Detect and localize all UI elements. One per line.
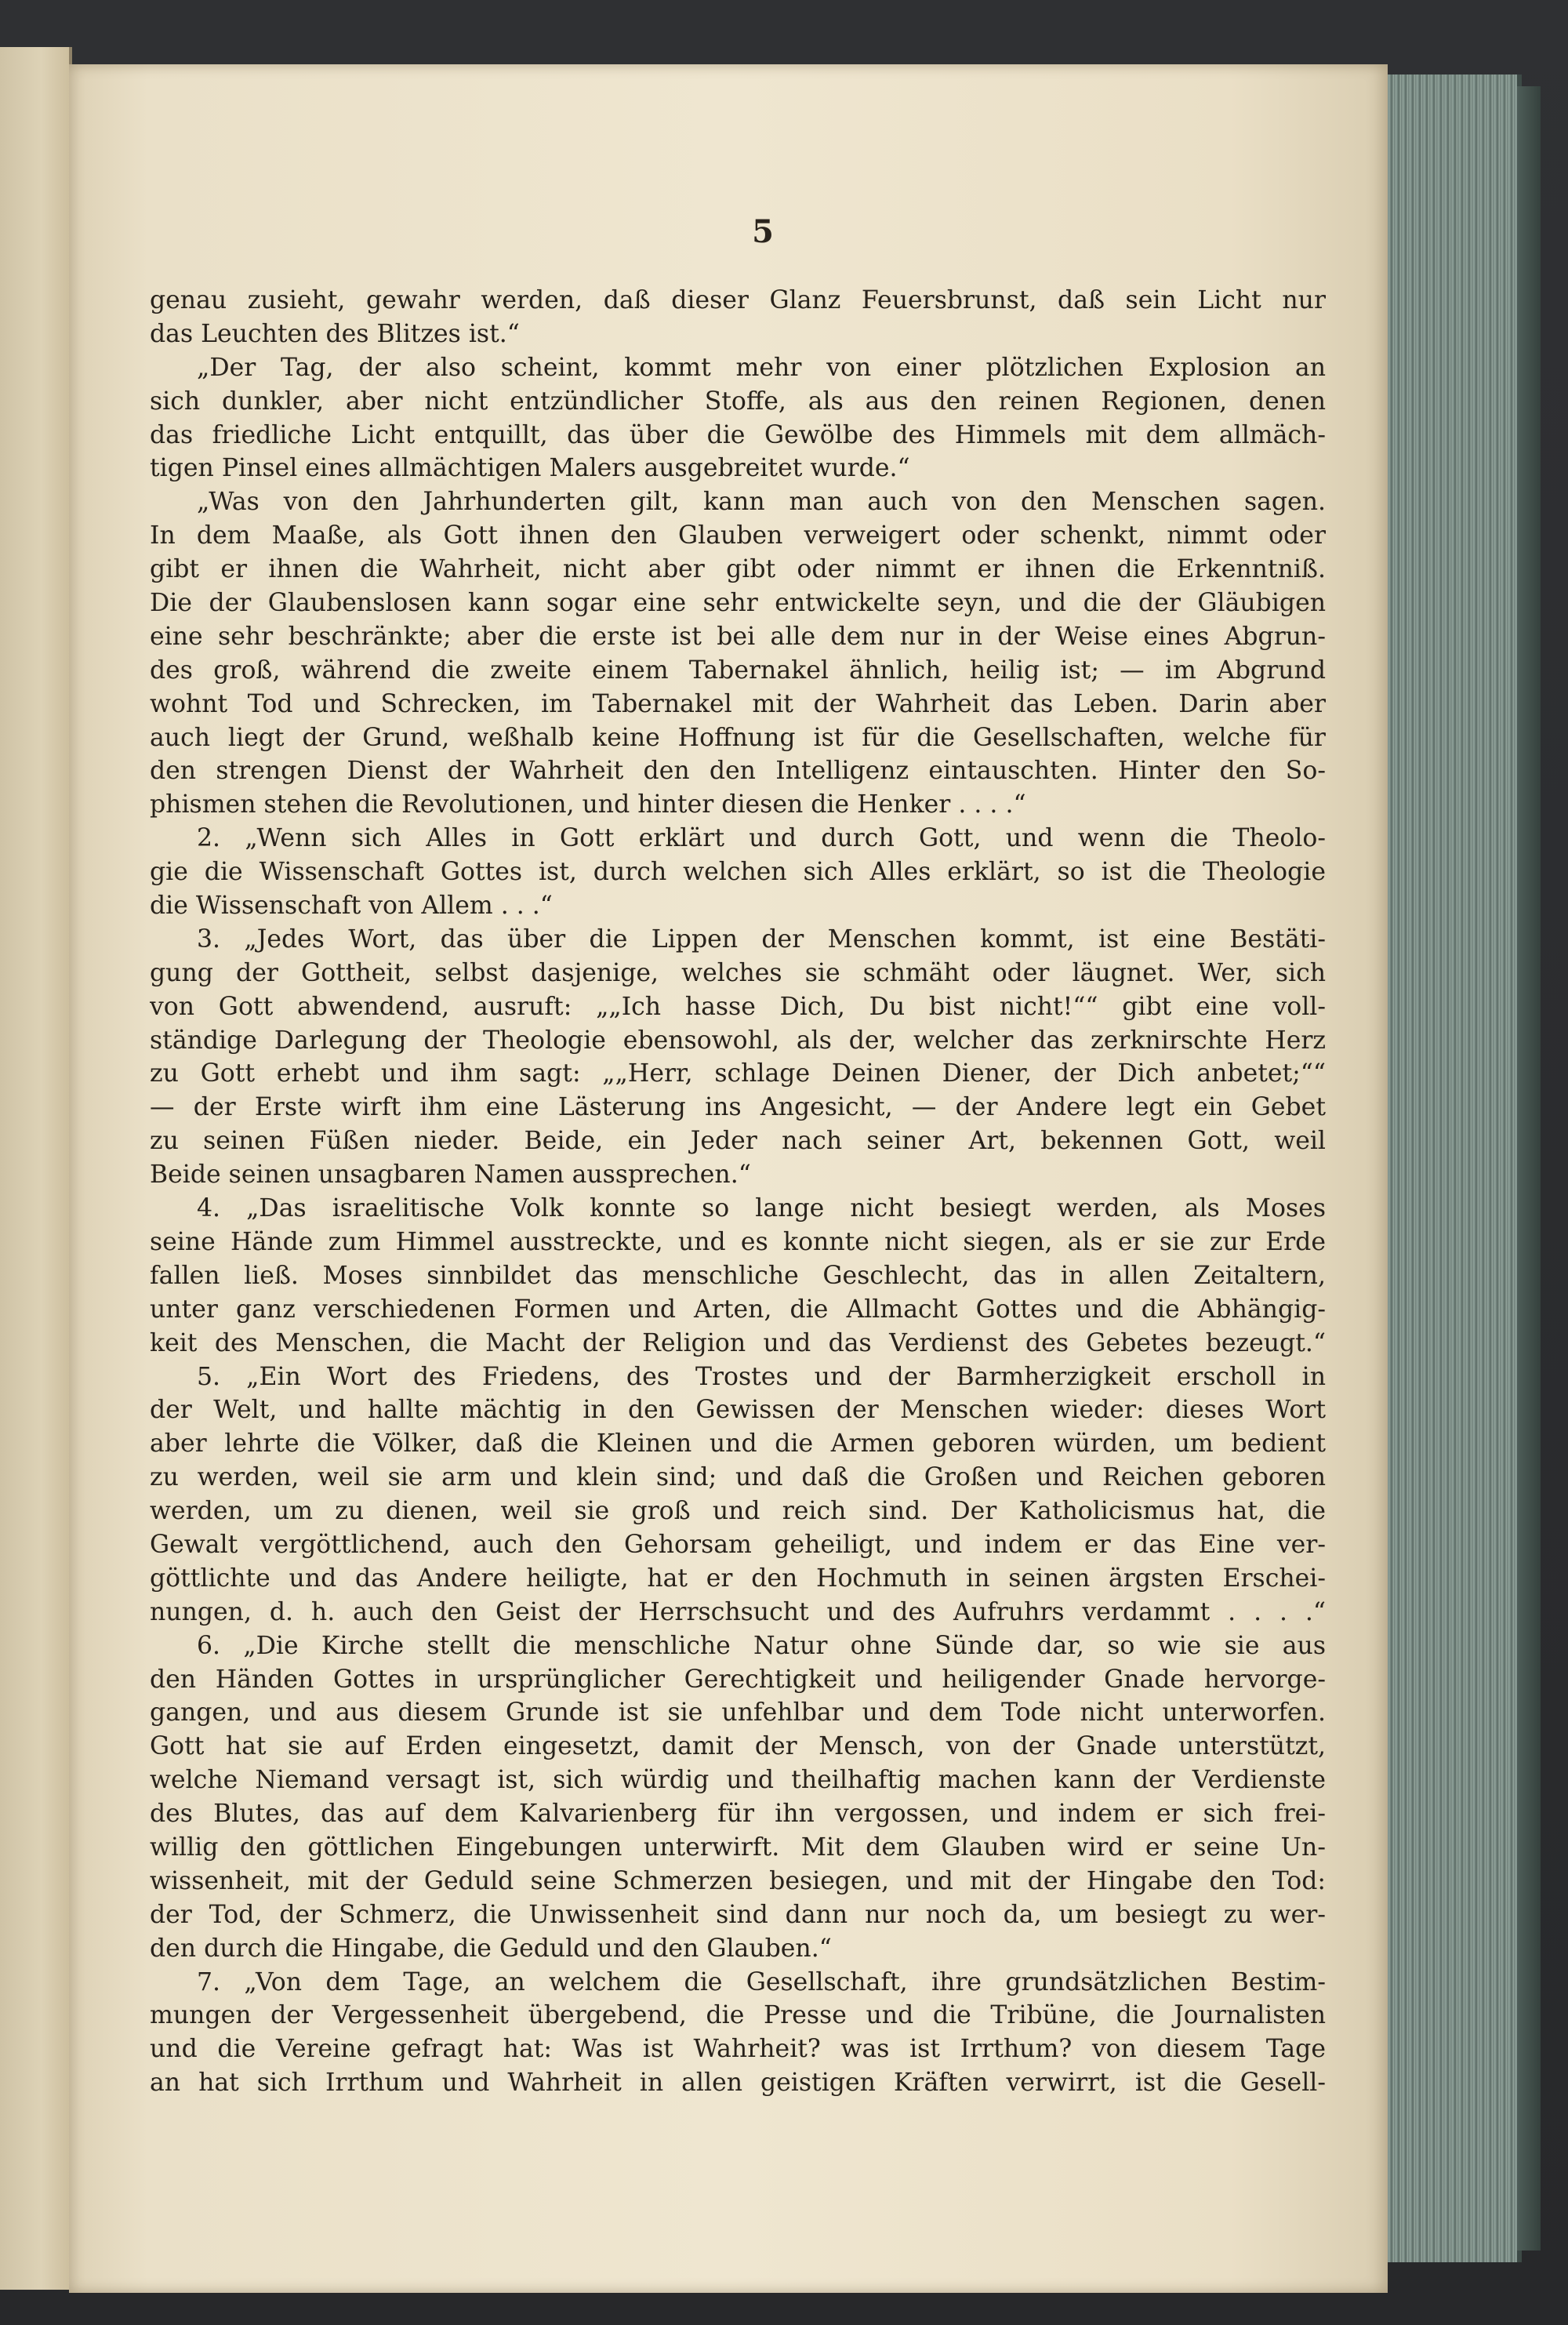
text-line: mungen der Vergessenheit übergebend, die Presse und die Tribüne, die Journalisten (150, 2001, 1326, 2030)
body-text (150, 284, 1326, 2100)
text-line: 6. „Die Kirche stellt die menschliche Natur ohne Sünde dar, so wie sie aus (197, 1631, 1326, 1660)
book-page (69, 64, 1388, 2293)
text-line: von Gott abwendend, ausruft: „„Ich hasse Dich, Du bist nicht!““ gibt eine voll- (150, 992, 1326, 1021)
text-line: 7. „Von dem Tage, an welchem die Gesellschaft, ihre grundsätzlichen Bestim- (197, 1967, 1326, 1996)
text-line: sich dunkler, aber nicht entzündlicher Stoffe, als aus den reinen Regionen, denen (150, 387, 1326, 416)
text-line: welche Niemand versagt ist, sich würdig und theilhaftig machen kann der Verdienste (150, 1766, 1326, 1795)
text-line: phismen stehen die Revolutionen, und hinter diesen die Henker . . . .“ (150, 790, 1026, 819)
page-block-edges (1380, 74, 1522, 2262)
text-line: des groß, während die zweite einem Tabernakel ähnlich, heilig ist; — im Abgrund (150, 656, 1326, 685)
page-number: 5 (752, 213, 774, 250)
text-line: göttlichte und das Andere heiligte, hat er den Hochmuth in seinen ärgsten Erschei- (150, 1564, 1326, 1593)
text-line: wohnt Tod und Schrecken, im Tabernakel mit der Wahrheit das Leben. Darin aber (150, 689, 1326, 718)
text-line: wissenheit, mit der Geduld seine Schmerzen besiegen, und mit der Hingabe den Tod: (150, 1866, 1326, 1895)
text-line: — der Erste wirft ihm eine Lästerung ins Angesicht, — der Andere legt ein Gebet (150, 1093, 1326, 1122)
text-line: willig den göttlichen Eingebungen unterwirft. Mit dem Glauben wird er seine Un- (150, 1833, 1326, 1862)
text-line: gie die Wissenschaft Gottes ist, durch welchen sich Alles erklärt, so ist die Theologie (150, 858, 1326, 887)
text-line: „Der Tag, der also scheint, kommt mehr von einer plötzlichen Explosion an (197, 353, 1326, 382)
text-line: „Was von den Jahrhunderten gilt, kann man auch von den Menschen sagen. (197, 488, 1326, 517)
book-cover-edge (1517, 86, 1541, 2251)
text-line: der Tod, der Schmerz, die Unwissenheit sind dann nur noch da, um besiegt zu wer- (150, 1900, 1326, 1929)
text-line: ständige Darlegung der Theologie ebensowohl, als der, welcher das zerknirschte Herz (150, 1026, 1326, 1055)
text-line: 2. „Wenn sich Alles in Gott erklärt und durch Gott, und wenn die Theolo- (197, 824, 1326, 853)
text-line: Beide seinen unsagbaren Namen aussprechen.“ (150, 1161, 751, 1190)
text-line: In dem Maaße, als Gott ihnen den Glauben verweigert oder schenkt, nimmt oder (150, 521, 1326, 550)
text-line: unter ganz verschiedenen Formen und Arten, die Allmacht Gottes und die Abhängig- (150, 1295, 1326, 1324)
text-line: auch liegt der Grund, weßhalb keine Hoffnung ist für die Gesellschaften, welche für (150, 723, 1326, 752)
text-line: nungen, d. h. auch den Geist der Herrschsucht und des Aufruhrs verdammt . . . .“ (150, 1597, 1326, 1626)
text-line: Gott hat sie auf Erden eingesetzt, damit der Mensch, von der Gnade unterstützt, (150, 1732, 1326, 1761)
text-line: zu Gott erhebt und ihm sagt: „„Herr, schlage Deinen Diener, der Dich anbetet;““ (150, 1059, 1326, 1088)
text-line: 5. „Ein Wort des Friedens, des Trostes und der Barmherzigkeit erscholl in (197, 1362, 1326, 1391)
text-line: den durch die Hingabe, die Geduld und den Glauben.“ (150, 1934, 832, 1963)
text-line: die Wissenschaft von Allem . . .“ (150, 892, 553, 921)
text-line: eine sehr beschränkte; aber die erste ist bei alle dem nur in der Weise eines Abgrun- (150, 622, 1326, 651)
text-line: 4. „Das israelitische Volk konnte so lange nicht besiegt werden, als Moses (197, 1194, 1326, 1223)
text-line: aber lehrte die Völker, daß die Kleinen und die Armen geboren würden, um bedient (150, 1430, 1326, 1459)
text-line: fallen ließ. Moses sinnbildet das menschliche Geschlecht, das in allen Zeitaltern, (150, 1261, 1326, 1290)
text-line: tigen Pinsel eines allmächtigen Malers ausgebreitet wurde.“ (150, 454, 910, 483)
text-line: genau zusieht, gewahr werden, daß dieser Glanz Feuersbrunst, daß sein Licht nur (150, 286, 1326, 314)
text-line: der Welt, und hallte mächtig in den Gewissen der Menschen wieder: dieses Wort (150, 1396, 1326, 1425)
text-line: und die Vereine gefragt hat: Was ist Wahrheit? was ist Irrthum? von diesem Tage (150, 2035, 1326, 2064)
text-line: gung der Gottheit, selbst dasjenige, welches sie schmäht oder läugnet. Wer, sich (150, 958, 1326, 987)
text-line: Die der Glaubenslosen kann sogar eine sehr entwickelte seyn, und die der Gläubigen (150, 589, 1326, 618)
text-line: das friedliche Licht entquillt, das über die Gewölbe des Himmels mit dem allmäch- (150, 420, 1326, 449)
text-line: seine Hände zum Himmel ausstreckte, und es konnte nicht siegen, als er sie zur Erde (150, 1227, 1326, 1256)
text-line: zu seinen Füßen nieder. Beide, ein Jeder nach seiner Art, bekennen Gott, weil (150, 1127, 1326, 1156)
text-line: zu werden, weil sie arm und klein sind; und daß die Großen und Reichen geboren (150, 1463, 1326, 1492)
text-line: den Händen Gottes in ursprünglicher Gerechtigkeit und heiligender Gnade hervorge- (150, 1665, 1326, 1694)
text-line: das Leuchten des Blitzes ist.“ (150, 319, 520, 348)
text-line: gangen, und aus diesem Grunde ist sie unfehlbar und dem Tode nicht unterworfen. (150, 1698, 1326, 1727)
text-line: Gewalt vergöttlichend, auch den Gehorsam geheiligt, und indem er das Eine ver- (150, 1530, 1326, 1559)
text-line: gibt er ihnen die Wahrheit, nicht aber gibt oder nimmt er ihnen die Erkenntniß. (150, 555, 1326, 584)
text-line: des Blutes, das auf dem Kalvarienberg für ihn vergossen, und indem er sich frei- (150, 1800, 1326, 1829)
facing-page-edge (0, 47, 72, 2290)
text-line: keit des Menschen, die Macht der Religion und das Verdienst des Gebetes bezeugt.“ (150, 1328, 1326, 1357)
text-line: den strengen Dienst der Wahrheit den den Intelligenz eintauschten. Hinter den So- (150, 757, 1326, 786)
text-line: an hat sich Irrthum und Wahrheit in allen geistigen Kräften verwirrt, ist die Gesell- (150, 2069, 1326, 2098)
text-line: 3. „Jedes Wort, das über die Lippen der Menschen kommt, ist eine Bestäti- (197, 925, 1326, 954)
text-line: werden, um zu dienen, weil sie groß und reich sind. Der Katholicismus hat, die (150, 1497, 1326, 1526)
